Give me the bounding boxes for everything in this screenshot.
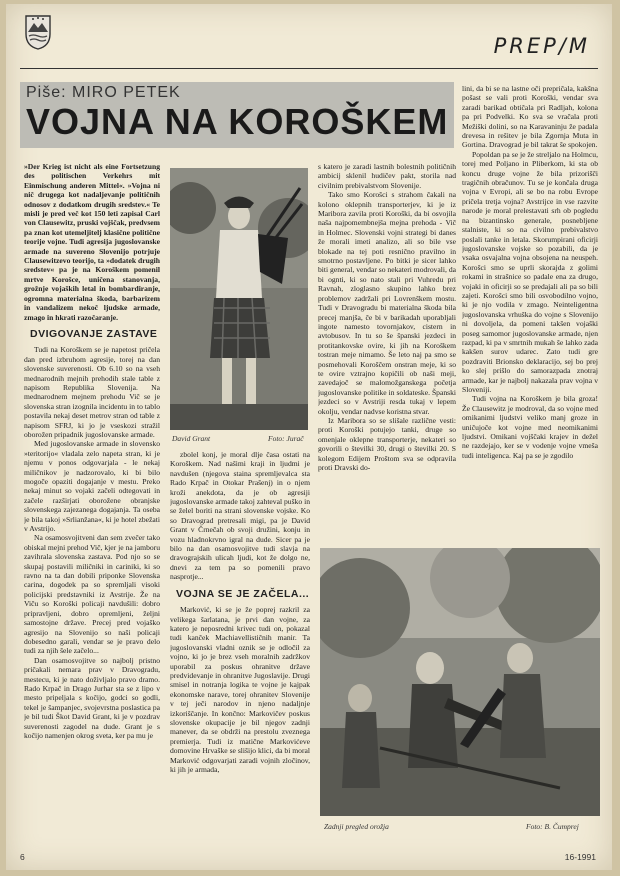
paragraph: Marković, ki se je že poprej razkril za velikega šarlatana, je prvi dan vojne, za katero je neposredni krivec tudi on, pokazal tudi kanček Machiavellističnih manir. Ta jugoslovanski vladni oznik se je odločil za vojno, ki jo je brez vseh moralnih zadržkov uporabil za poskus ohranitve države predvidevanje in ohranitve Jugoslavije. Drugi smisel in notranja logika te vojne je kajpak ekonomske narave, torej ohranitev Slovenije v tej ječi narodov in njeno nadaljnje izkoriščanje. In končno: Markovičev poskus slovenske okupacije je bil njegov zadnji manever, da se obdrži na prestolu zveznega premierja. Tudi iz matične Markovićeve domovine Hrvaške se slišijo klici, da bi moral Marković odgovarjati zaradi vojnih zločinov, ki jih je armada, — [170, 605, 310, 774]
column-3 — [318, 162, 456, 540]
photo1-caption: David Grant — [172, 434, 211, 443]
photo-soldiers — [320, 548, 600, 816]
headline: VOJNA NA KOROŠKEM — [26, 101, 449, 142]
paragraph: Na osamosvojitveni dan sem zvečer tako obiskal mejni prehod Vič, kjer je na jamboru zavihrala slovenska zastava. Pod njo so se skupaj postavili miličniki in cariniki, ki so ravno na ta dan dobili priponke Slovenska carina, dogodek pa so spremljali visoki policijski predstavniki iz Avstrije. Že na Viču so Koroški policaji navdušili: dobro pripravljeni, dobro opremljeni, željni samostojne države. Precej pred vojaško agresijo na Slovenijo so naši policaji dobesedno garali, vendar se je pravo delo tudi za njih šele začelo... — [24, 533, 160, 656]
page-number: 6 — [20, 852, 25, 862]
lead-paragraph: »Der Krieg ist nicht als eine Fortsetzung des politischen Verkehrs mit Einmischung anderen Mittel«. »Vojna ni nič drugega kot nadaljevanje političnih odnosov z dodatkom drugih sredstev.« Te misli je pred več kot 150 leti zapisal Carl von Clausewitz, pruski vojščak, predvsem pa znan kot utemeljitelj klasične politične teorije vojne. Tudi agresija jugoslovanske armade na suvereno Slovenijo potrjuje Clausewitzevo teorijo, ta »dodatek drugih sredstev« pa je na Koroškem pomenil mrtve Korošce, uničena stanovanja, grožnje vojaških letal in bombardiranje, ogromna materialna škoda, barbarizem in vandalizem nekoč ljudske armade, zmago in hkrati razočaranje. — [24, 162, 160, 322]
photo2-credit: Foto: B. Čumprej — [526, 822, 579, 831]
photo2-caption: Zadnji pregled orožja — [324, 822, 389, 831]
section-label: PREP/M — [493, 34, 590, 58]
header-rule — [20, 68, 598, 69]
paragraph: Tako smo Korošci s strahom čakali na kolono oklepnih transporterjev, ki je iz Maribora zavila proti Koroški, da bi osvojila naša najpomembnejša mejna prehoda - Vič in Holmec. Slovenski vojni strategi bi danes že morali imeti analizo, ali so bile vse blokade na tej poti resnično pravilno in smotrno postavljene. Po bitki je sicer lahko biti general, vendar so nekateri modrovali, da bi ognti, ki so nato stali pri Vuhredu pri Ravnah, zloglasno skupino lahko brez problemov zadržali pri Lovrenškem mostu. Tudi v Dravogradu bi materialna škoda bila precej manjša, če bi v barikadah uporabljali ingote namesto tovornjakov, cistern in avtobusov. In tu so še španski jezdeci in protitankovske ovire, ki jih na Koroškem tostran meje nimamo. Še leto naj pa smo se posmehovali Koroščem onstran meje, ki so te ovire vztrajno kopičili ob naši meji, zavedajoč se malomožganskega početja jugoslovanske politike in soldateske. Španski jezdeci so v Avstriji resda tukaj v lepem okolju, vendar nadvse koristna stvar. — [318, 190, 456, 416]
magazine-page — [6, 4, 612, 870]
paragraph: zbolel konj, je moral dlje časa ostati na Koroškem. Nad našimi kraji in ljudmi je navdušen (njegova staina spremljevalca sta Rado Krpač in Otokar Prašenj) in o njem kroži anekdota, da je ob agresiji jugoslovanske armade takoj zahteval puško in se želel boriti na strani slovenske vojske. Ko so Dravograd pretresali migi, pa je David Grant v Črnečah ob svoji družini, konju in vozu hladnokrvno igral na dude. Sicer pa je bilo na dan osamosvojitve tudi slavja na dravograjskih ulicah ljudi, kot že dolgo ne, dnevi za tem pa so pomenili pravo nasprotje... — [170, 450, 310, 582]
issue-number: 16-1991 — [564, 852, 596, 862]
column-2 — [170, 450, 310, 852]
byline: Piše: MIRO PETEK — [26, 84, 181, 101]
paragraph: lini, da bi se na lastne oči prepričala, kakšna pošast se vali proti Koroški, vendar sva zaradi barikad obtičala pri Radljah, kolona pa pri Podvelki. Ko sva se vračala proti Mežiški dolini, so na Karavaninju že padala drevesa in rešitev je bila Zgornja Muta in Gortina. Dravograd je bil takrat še spokojen. — [462, 84, 598, 150]
column-1 — [24, 162, 160, 852]
paragraph: Tudi vojna na Koroškem je bila groza! Že Clausewitz je modroval, da so vojne med omikanimi ljudstvi veliko manj groze in uničujoče kot vojne med neomikanimi ljudstvi. Omikani vojščaki krajev in dežel ne razdejajo, ker se v vodenje vojne vmeša tudi inteligenca. Kaj pa se je zgodilo — [462, 394, 598, 460]
column-4 — [462, 84, 598, 540]
slovenia-coat-of-arms-icon — [24, 14, 52, 50]
subheading-dvigovanje: DVIGOVANJE ZASTAVE — [30, 327, 158, 340]
paragraph: Dan osamosvojitve so najbolj pristno pričakali nemara prav v Dravogradu, mestecu, ki je nato doživljalo pravo dramo. Rado Krpač in Drago Jurhar sta se z lipo v mesto pripeljala s kočijo, godci so godli, tekel je šampanjec, svojevrstna poslastica pa je bil tudi Škot David Grant, ki je v pozdrav suverenosti zagodel na dude. Grant je s kočijo namenjen okrog sveta, ker pa mu je — [24, 655, 160, 740]
photo-bagpiper — [170, 168, 308, 430]
subheading-vojna: VOJNA SE JE ZAČELA... — [176, 587, 310, 600]
photo1-credit: Foto: Jurač — [268, 434, 304, 443]
paragraph: Iz Maribora so se slišale različne vesti: proti Koroški potujejo tanki, druge so omenjale oklepne transporterje, nekateri so govorili o številki 30, drugi o številki 20. S kolegom Edijem Proštom sva se odpravila proti Dravski do- — [318, 415, 456, 472]
paragraph: s katero je zaradi lastnih bolestnih političnih ambicij sklenil hudičev pakt, storila nad civilnim prebivalstvom Slovenije. — [318, 162, 456, 190]
paragraph: Popoldan pa se je že streljalo na Holmcu, torej med Poljano in Pliberkom, ki sta ob koncu druge vojne že bila prizorišči tragičnih obračunov. Tu se je končala druga vojna v Evropi, ali se bo na robu Evrope pričela tretja vojna? Avstrijce in vse razvite narode je moral prelestavati srh ob pogledu na bizantinsko generale, posnebljene stalniste, ki so na civilno prebivalstvo poslali tanke in letala. Skorumpirani oficirji jugoslovanske vojske so pozabili, da je vsaka osvajalna vojna obsojena na neuspeh. Korošci smo se uprli skorajda z golimi rokami in strašnice so padale ena za drugo, vojaki in oficirji so se predajali ali pa so bili zajeti. Korošci smo bili osvobodilno vojno, ki je njo vodila v zmago. Neinteligentna jugoslovanska vrhuška do vojne s Slovenijo ni dovoljela, da pomeni takšen vojaški poseg samomor jugoslovanske armade, njen razpad, ki pa v smrtnih mukah še lahko zada kakšen surov udarec. Zato tudi gre pozdraviti Brionsko deklaracijo, sej bo prej ko slej prišlo do samorazpada znotraj armade, kar je najbolj nakazala prav vojna v Sloveniji. — [462, 149, 598, 394]
paragraph: Tudi na Koroškem se je napetost pričela dan pred izbruhom agresije, torej na dan slovenske suverenosti. Ob 6.10 so na vseh mednarodnih mejnih prehodih stale table z napisom Republika Slovenija. Na mednarodnem mejnem prehodu Vič se je slovenska stran izognila incidentu in to tablo postavila nekaj deset metrov stran od table z napisom SFRJ, ki jo je vseskozi stražil oborožen pripadnik jugoslovanske armade. — [24, 345, 160, 439]
paragraph: Med jugoslovanske armade in slovensko »teritorijo« vladala zelo napeta stran, ki je njemu v ponos odgovarjala - le nekaj miličnikov je nadzorovalo, ki bi bilo mogoče opaziti dogajanje v mestu. Preko nekaj minut so vojaki začeli odtegovati in začele razširjati oborožene obranjske slovenskega zajezanega dogajanja. Ta oseba je bila takoj »Srlianžana«, ki je hotel zbežati v Avstrijo. — [24, 439, 160, 534]
